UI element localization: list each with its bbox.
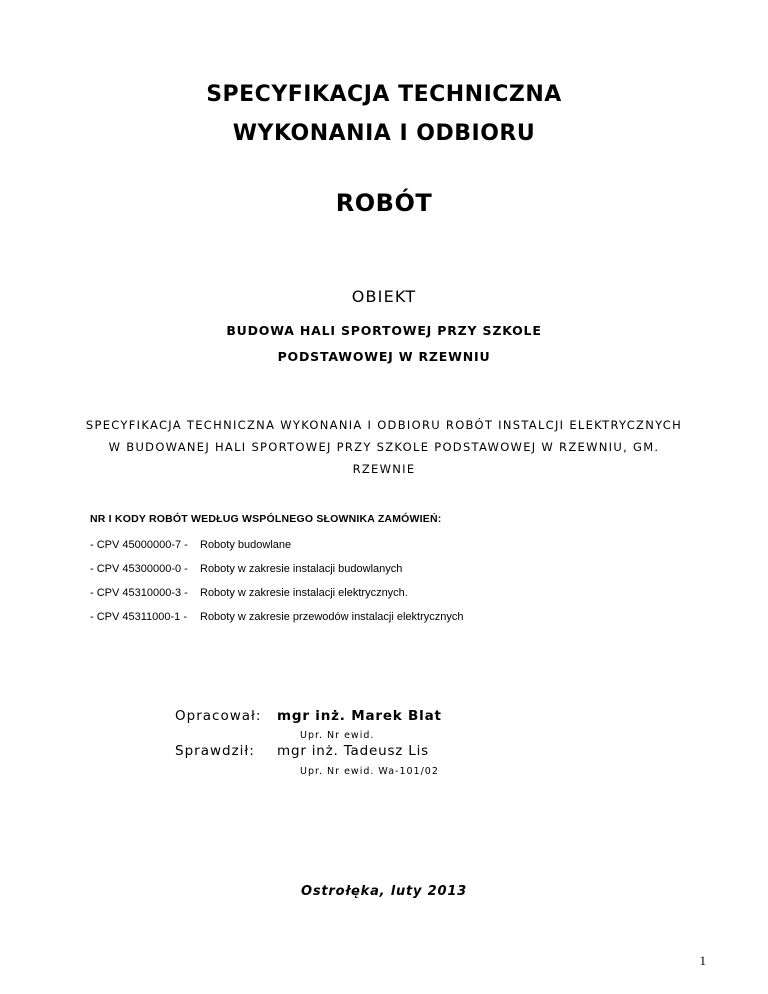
object-label: OBIEKT (351, 287, 417, 306)
checked-by-name: mgr inż. Tadeusz Lis (277, 743, 429, 759)
checked-by-label: Sprawdził: (175, 743, 255, 759)
title-line-1: SPECYFIKACJA TECHNICZNA (206, 82, 562, 107)
title-line-3: ROBÓT (335, 189, 433, 217)
code-row (90, 611, 464, 623)
description-line-2: W BUDOWANEJ HALI SPORTOWEJ PRZY SZKOLE PODSTAWOWEJ W RZEWNIU, GM. (108, 440, 660, 454)
prepared-by-label: Opracował: (175, 708, 262, 724)
checked-by-license: Upr. Nr ewid. Wa-101/02 (300, 766, 439, 777)
description-line-3: RZEWNIE (352, 462, 416, 476)
code-number: - CPV 45310000-3 - (90, 587, 188, 599)
object-name-line-1: BUDOWA HALI SPORTOWEJ PRZY SZKOLE (226, 323, 542, 338)
codes-heading: NR I KODY ROBÓT WEDŁUG WSPÓLNEGO SŁOWNIKA ZAMÓWIEŃ: (90, 513, 442, 525)
code-description: Roboty w zakresie instalacji budowlanych (200, 563, 403, 575)
place-and-date: Ostrołęka, luty 2013 (300, 884, 468, 899)
description-line-1: SPECYFIKACJA TECHNICZNA WYKONANIA I ODBIORU ROBÓT INSTALCJI ELEKTRYCZNYCH (85, 418, 683, 432)
object-name-line-2: PODSTAWOWEJ W RZEWNIU (277, 349, 491, 364)
code-row (90, 587, 408, 599)
prepared-by-license: Upr. Nr ewid. (300, 730, 375, 741)
page-number: 1 (699, 953, 706, 968)
code-description: Roboty budowlane (200, 539, 292, 551)
code-row (90, 563, 402, 575)
title-line-2: WYKONANIA I ODBIORU (232, 121, 536, 146)
code-description: Roboty w zakresie instalacji elektrycznych. (200, 587, 408, 599)
prepared-by-name: mgr inż. Marek Blat (277, 708, 442, 724)
code-number: - CPV 45311000-1 - (90, 611, 188, 623)
code-description: Roboty w zakresie przewodów instalacji elektrycznych (200, 611, 464, 623)
code-row (90, 539, 291, 551)
code-number: - CPV 45300000-0 - (90, 563, 188, 575)
code-number: - CPV 45000000-7 - (90, 539, 188, 551)
